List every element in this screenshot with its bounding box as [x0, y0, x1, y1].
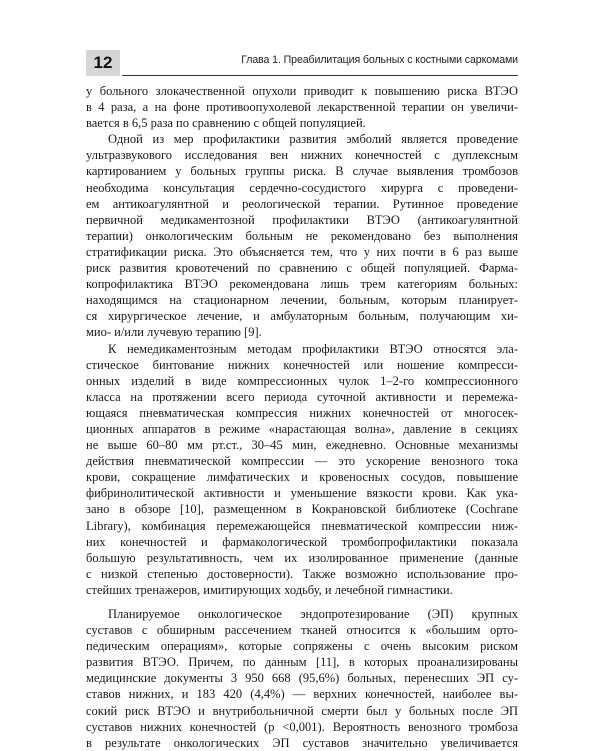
text-line: ющаяся пневматическая компрессия нижних конечностей от многосек- — [86, 405, 518, 420]
text-line: находящимся на стационарном лечении, больным, которым планирует- — [86, 293, 518, 308]
text-line: ультразвукового исследования вен нижних конечностей с дуплексным — [86, 148, 518, 163]
text-line: терапии) онкологическим больным не рекомендовано без выполнения — [86, 228, 518, 243]
page-number: 12 — [86, 50, 120, 76]
text-line: педическим операциям», которые сопряжены с очень высоким риском — [86, 639, 518, 654]
text-line: Планируемое онкологическое эндопротезирование (ЭП) крупных — [108, 607, 518, 621]
text-line: крови, сокращение лимфатических и кровеносных сосудов, повышение — [86, 470, 518, 485]
text-line: онных изделий в виде компрессионных чулок 1–2-го компрессионного — [86, 373, 518, 388]
text-line: стратификации риска. Это объясняется тем, что у них почти в 6 раз выше — [86, 244, 518, 259]
text-line: ем антикоагулянтной и реологической терапии. Рутинное проведение — [86, 196, 518, 211]
header-rule — [122, 75, 518, 76]
text-line: у больного злокачественной опухоли приводит к повышению риска ВТЭО — [86, 84, 518, 98]
paragraph-gap — [86, 598, 518, 606]
paragraph-2 — [86, 131, 518, 340]
text-line: К немедикаментозным методам профилактики ВТЭО относятся эла- — [108, 341, 518, 356]
text-line: сокий риск ВТЭО и внутрибольничной смерти был у больных после ЭП — [86, 703, 518, 718]
text-line: суставов с обширным рассечением тканей относится к «большим орто- — [86, 623, 518, 638]
paragraph-1 — [86, 83, 518, 131]
page-header — [86, 50, 518, 80]
text-line: ся хирургическое лечение, и амбулаторным больным, получающим хи- — [86, 309, 518, 324]
text-line: развития ВТЭО. Причем, по данным [11], в которых проанализированы — [86, 655, 518, 670]
text-line: класса на протяжении всего периода суточной активности и перемежа- — [86, 389, 518, 404]
text-line: стическое бинтование нижних конечностей или ношение компресси- — [86, 357, 518, 372]
text-line: мио- и/или лучевую терапию [9]. — [86, 325, 262, 340]
text-line: картированием у больных группы риска. В случае выявления тромбозов — [86, 164, 518, 179]
paragraph-4 — [86, 606, 518, 751]
text-line: с низкой степенью достоверности). Также возможно использование про- — [86, 566, 518, 581]
text-line: риск развития кровотечений по сравнению с общей популяцией. Фарма- — [86, 261, 518, 276]
text-line: в 4 раза, а на фоне противоопухолевой лекарственной терапии он увеличи- — [86, 100, 518, 115]
paragraph-3 — [86, 341, 518, 599]
text-line: необходима консультация сердечно-сосудистого хирурга с проведени- — [86, 180, 518, 195]
running-title: Глава 1. Преабилитация больных с костными саркомами — [241, 54, 518, 66]
text-line: стейших тренажеров, имитирующих ходьбу, и лечебной гимнастики. — [86, 582, 453, 597]
text-line: копрофилактика ВТЭО рекомендована лишь трем категориям больных: — [86, 277, 518, 292]
text-line: зано в обзоре [10], размещенном в Кокрановской библиотеке (Cochrane — [86, 502, 518, 517]
text-line: них конечностей и фармакологической тромбопрофилактики показала — [86, 534, 518, 549]
text-line: большую результативность, чем их изолированное применение (данные — [86, 550, 518, 565]
text-line: не выше 60–80 мм рт.ст., 30–45 мин, ежедневно. Основные механизмы — [86, 438, 518, 453]
text-line: фибринолитической активности и уменьшение вязкости крови. Как ука- — [86, 486, 518, 501]
text-line: Library), комбинация перемежающейся пневматической компрессии ниж- — [86, 518, 518, 533]
text-line: суставов нижних конечностей (p <0,001). Вероятность венозного тромбоза — [86, 719, 518, 734]
text-line: ставов нижних, и 183 420 (4,4%) — верхних конечностей, наиболее вы- — [86, 687, 518, 702]
text-line: ционных аппаратов в режиме «нарастающая волна», давление в секциях — [86, 421, 518, 436]
text-line: в результате онкологических ЭП суставов значительно увеличивается — [86, 735, 518, 750]
text-line: действия пневматической компрессии — это ускорение венозного тока — [86, 454, 518, 469]
text-line: медицинские документы 3 950 668 (95,6%) больных, перенесших ЭП су- — [86, 671, 518, 686]
text-line: первичной медикаментозной профилактики ВТЭО (антикоагулянтной — [86, 212, 518, 227]
text-line: вается в 6,5 раза по сравнению с общей популяцией. — [86, 116, 366, 131]
text-line: Одной из мер профилактики развития эмболий является проведение — [108, 132, 518, 147]
body-text — [86, 83, 518, 751]
